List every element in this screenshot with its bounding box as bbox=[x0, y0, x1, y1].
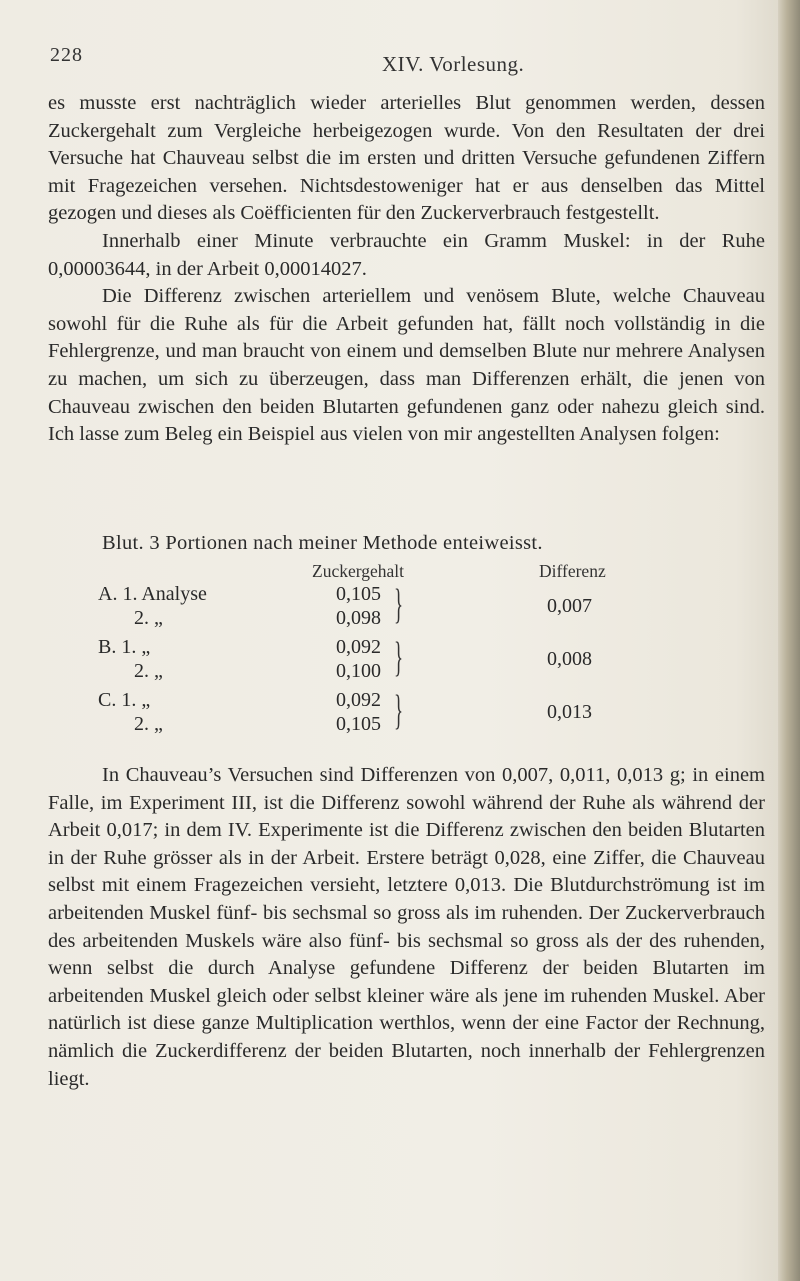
table-row-value: 0,105 bbox=[336, 713, 381, 735]
column-header-sugar: Zuckergehalt bbox=[312, 561, 404, 581]
table-row-label: 2. „ bbox=[134, 660, 163, 682]
table-row-label: B. 1. „ bbox=[98, 636, 151, 658]
page-edge-shadow bbox=[778, 0, 800, 1281]
difference-a: 0,007 bbox=[547, 595, 592, 617]
body-text-bottom bbox=[48, 762, 765, 1093]
brace-a: } bbox=[394, 582, 404, 628]
difference-b: 0,008 bbox=[547, 648, 592, 670]
table-row-value: 0,092 bbox=[336, 636, 381, 658]
table-row-value: 0,098 bbox=[336, 607, 381, 629]
table-title: Blut. 3 Portionen nach meiner Methode enteiweisst. bbox=[102, 532, 543, 554]
table-row-value: 0,100 bbox=[336, 660, 381, 682]
table-row-label: 2. „ bbox=[134, 713, 163, 735]
running-head: XIV. Vorlesung. bbox=[382, 52, 525, 76]
body-text-top bbox=[48, 90, 765, 449]
brace-c: } bbox=[394, 688, 404, 734]
table-row-label: 2. „ bbox=[134, 607, 163, 629]
paragraph-3: Die Differenz zwischen arteriellem und venösem Blute, welche Chauveau sowohl für die Ruhe als für die Arbeit gefunden hat, fällt noch vollständig in die Fehlergrenze, und man braucht von einem und demselben Blute nur mehrere Analysen zu machen, um sich zu überzeugen, dass man Differenzen erhält, die jenen von Chauveau zwischen den beiden Blutarten gefundenen ganz oder nahezu gleich sind. Ich lasse zum Beleg ein Beispiel aus vielen von mir angestellten Analysen folgen: bbox=[48, 285, 765, 446]
page-number: 228 bbox=[50, 44, 83, 66]
table-row-label: C. 1. „ bbox=[98, 689, 151, 711]
column-header-difference: Differenz bbox=[539, 561, 606, 581]
table-row-label: A. 1. Analyse bbox=[98, 583, 207, 605]
difference-c: 0,013 bbox=[547, 701, 592, 723]
table-row-value: 0,092 bbox=[336, 689, 381, 711]
paragraph-2: Innerhalb einer Minute verbrauchte ein Gramm Muskel: in der Ruhe 0,00003644, in der Arbeit 0,00014027. bbox=[48, 229, 765, 280]
brace-b: } bbox=[394, 635, 404, 681]
table-row-value: 0,105 bbox=[336, 583, 381, 605]
paragraph-1: es musste erst nachträglich wieder arterielles Blut genommen werden, dessen Zuckergehalt zum Vergleiche herbeigezogen wurde. Von den Resultaten der drei Versuche hat Chauveau selbst die im ersten und dritten Versuche gefundenen Ziffern mit Fragezeichen versehen. Nichtsdestoweniger hat er aus denselben das Mittel gezogen und dieses als Coëfficienten für den Zuckerverbrauch festgestellt. bbox=[48, 92, 765, 225]
paragraph-4: In Chauveau’s Versuchen sind Differenzen von 0,007, 0,011, 0,013 g; in einem Falle, im Experiment III, ist die Differenz sowohl während der Ruhe als während der Arbeit 0,017; in dem IV. Experimente ist die Differenz zwischen den beiden Blutarten in der Ruhe grösser als in der Arbeit. Erstere beträgt 0,028, eine Ziffer, die Chauveau selbst mit einem Fragezeichen versieht, letztere 0,013. Die Blutdurchströmung ist im arbeitenden Muskel fünf- bis sechsmal so gross als im ruhenden. Der Zuckerverbrauch des arbeitenden Muskels wäre also fünf- bis sechsmal so gross als der des ruhenden, wenn selbst die durch Analyse gefundene Differenz der beiden Blutarten im arbeitenden Muskel gleich oder selbst kleiner wäre als jene im ruhenden Muskel. Aber natürlich ist diese ganze Multiplication werthlos, wenn der eine Factor der Rechnung, nämlich die Zuckerdifferenz der beiden Blutarten, noch innerhalb der Fehlergrenzen liegt. bbox=[48, 764, 765, 1090]
